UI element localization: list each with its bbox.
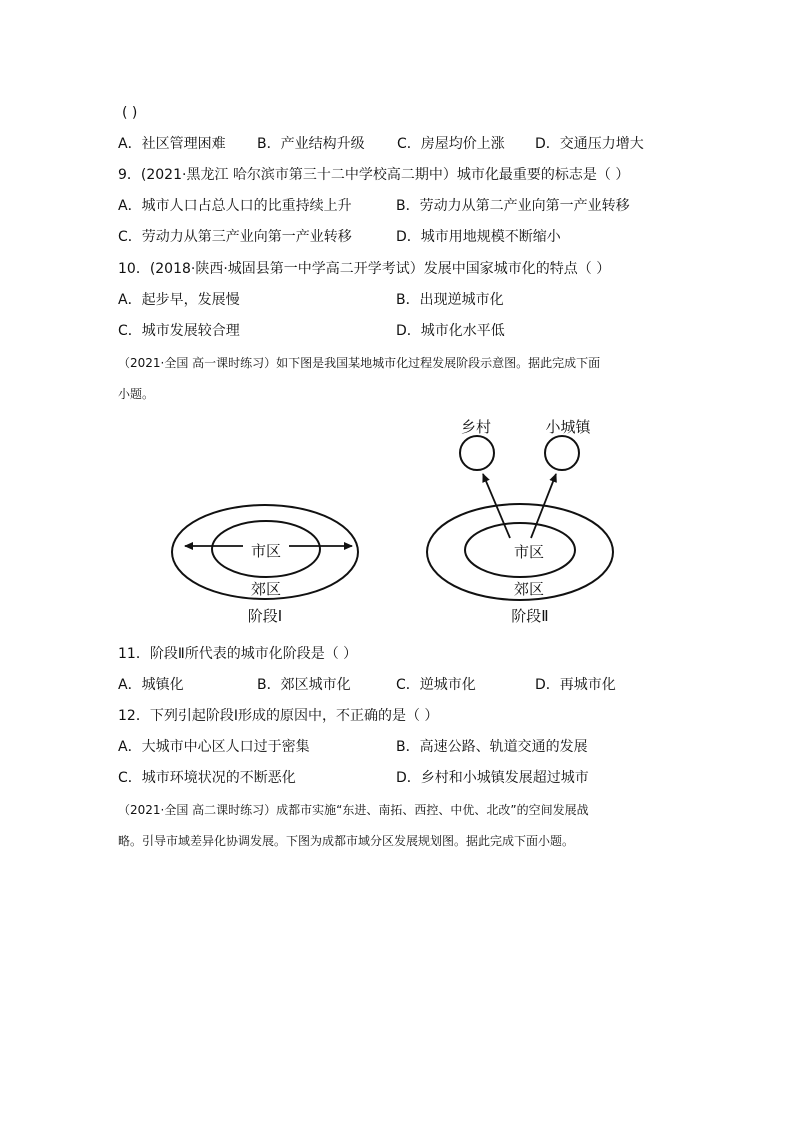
q11-stem: 11．阶段Ⅱ所代表的城市化阶段是（ ） xyxy=(118,646,358,662)
intro1-line2: 小题。 xyxy=(118,387,155,401)
answer-paren: ( ) xyxy=(122,105,138,121)
q12-option-b[interactable]: B．高速公路、轨道交通的发展 xyxy=(396,739,588,755)
q9-option-b[interactable]: B．劳动力从第二产业向第一产业转移 xyxy=(396,198,630,214)
town-label: 小城镇 xyxy=(545,418,591,436)
q10-option-c[interactable]: C．城市发展较合理 xyxy=(118,323,240,339)
q11-option-c[interactable]: C．逆城市化 xyxy=(396,677,476,693)
stage1-ring-label: 郊区 xyxy=(250,580,282,598)
q12-option-a[interactable]: A．大城市中心区人口过于密集 xyxy=(118,739,310,755)
q9-option-d[interactable]: D．城市用地规模不断缩小 xyxy=(396,229,561,245)
q10-option-b[interactable]: B．出现逆城市化 xyxy=(396,292,504,308)
q10-option-d[interactable]: D．城市化水平低 xyxy=(396,323,505,339)
stage2-caption: 阶段Ⅱ xyxy=(511,607,549,625)
q9-stem: 9．(2021·黑龙江 哈尔滨市第三十二中学校高二期中）城市化最重要的标志是（ ） xyxy=(118,167,630,183)
q8-option-d[interactable]: D．交通压力增大 xyxy=(535,136,644,152)
q9-option-c[interactable]: C．劳动力从第三产业向第一产业转移 xyxy=(118,229,352,245)
intro1-line1: （2021·全国 高一课时练习）如下图是我国某地城市化过程发展阶段示意图。据此完成下面 xyxy=(118,356,601,370)
q8-option-c[interactable]: C．房屋均价上涨 xyxy=(397,136,505,152)
q8-option-b[interactable]: B．产业结构升级 xyxy=(257,136,365,152)
q12-option-d[interactable]: D．乡村和小城镇发展超过城市 xyxy=(396,770,589,786)
intro2-line2: 略。引导市域差异化协调发展。下图为成都市域分区发展规划图。据此完成下面小题。 xyxy=(118,834,575,848)
q11-option-a[interactable]: A．城镇化 xyxy=(118,677,184,693)
q10-stem: 10．(2018·陕西·城固县第一中学高二开学考试）发展中国家城市化的特点（ ） xyxy=(118,261,611,277)
q9-option-a[interactable]: A．城市人口占总人口的比重持续上升 xyxy=(118,198,352,214)
village-label: 乡村 xyxy=(460,418,492,436)
village-circle xyxy=(460,436,494,470)
q10-option-a[interactable]: A．起步早，发展慢 xyxy=(118,292,240,308)
q12-option-c[interactable]: C．城市环境状况的不断恶化 xyxy=(118,770,296,786)
stage1-caption: 阶段Ⅰ xyxy=(247,607,283,625)
stage2-center-label: 市区 xyxy=(513,543,545,561)
q11-option-b[interactable]: B．郊区城市化 xyxy=(257,677,351,693)
stage2-ring-label: 郊区 xyxy=(513,580,545,598)
q12-stem: 12．下列引起阶段Ⅰ形成的原因中，不正确的是（ ） xyxy=(118,708,439,724)
q11-option-d[interactable]: D．再城市化 xyxy=(535,677,616,693)
q8-option-a[interactable]: A．社区管理困难 xyxy=(118,136,226,152)
stage1-center-label: 市区 xyxy=(250,542,282,560)
town-circle xyxy=(545,436,579,470)
intro2-line1: （2021·全国 高二课时练习）成都市实施“东进、南拓、西控、中优、北改”的空间发展战 xyxy=(118,803,589,817)
